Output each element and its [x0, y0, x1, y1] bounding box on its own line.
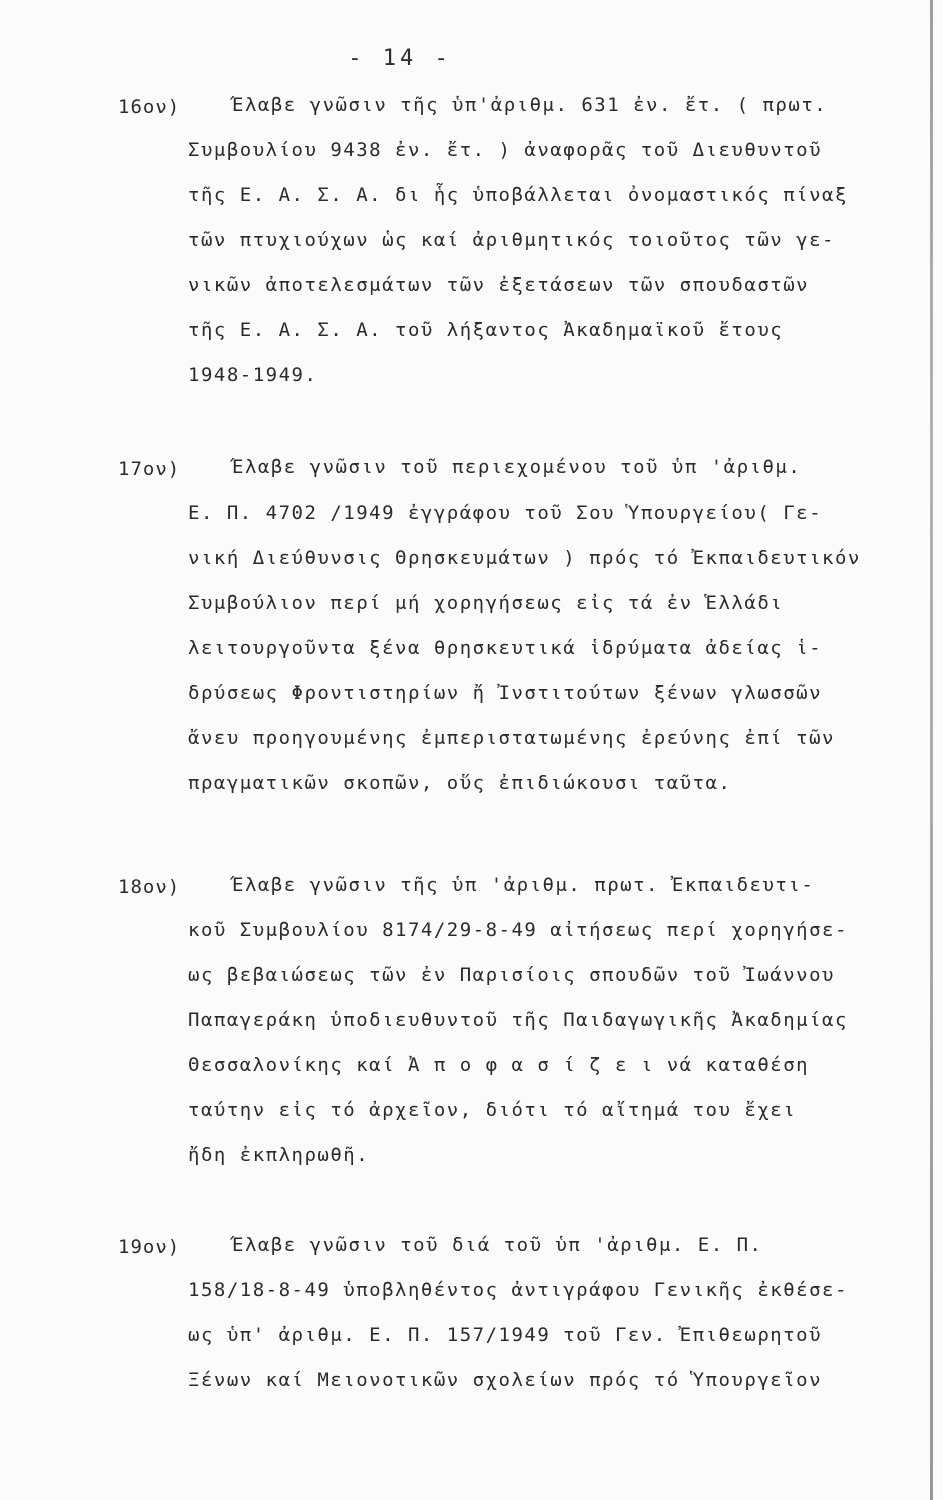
entry-line: λειτουργοῦντα ξένα θρησκευτικά ἱδρύματα ἀδείας ἱ- — [188, 637, 823, 659]
entry-line: πραγματικῶν σκοπῶν, οὕς ἐπιδιώκουσι ταῦτα. — [188, 772, 732, 794]
entry-line: Έλαβε γνῶσιν τοῦ περιεχομένου τοῦ ὑπ 'ἀριθμ. — [232, 456, 802, 478]
entry-number: 16ον) — [118, 96, 181, 118]
entry-line: Ε. Π. 4702 /1949 ἐγγράφου τοῦ Σου Ὑπουργείου( Γε- — [188, 502, 823, 524]
entry-line: 158/18-8-49 ὑποβληθέντος ἀντιγράφου Γενικῆς ἐκθέσε- — [188, 1279, 848, 1301]
page-number: - 14 - — [348, 46, 452, 71]
entry-line: Συμβουλίου 9438 ἐν. ἔτ. ) ἀναφορᾶς τοῦ Διευθυντοῦ — [188, 139, 823, 161]
entry-number: 17ον) — [118, 458, 181, 480]
entry-line: ἄνευ προηγουμένης ἐμπεριστατωμένης ἐρεύνης ἐπί τῶν — [188, 727, 835, 749]
entry-line: ἤδη ἐκπληρωθῆ. — [188, 1144, 370, 1166]
entry-line: νική Διεύθυνσις Θρησκευμάτων ) πρός τό Ἐκπαιδευτικόν — [188, 547, 861, 569]
entry-line: ταύτην εἰς τό ἀρχεῖον, διότι τό αἴτημά του ἔχει — [188, 1099, 797, 1121]
entry-line: δρύσεως Φροντιστηρίων ἤ Ἰνστιτούτων ξένων γλωσσῶν — [188, 682, 823, 704]
entry-line: κοῦ Συμβουλίου 8174/29-8-49 αἰτήσεως περί χορηγήσε- — [188, 919, 848, 941]
entry-line: ως ὑπ' ἀριθμ. Ε. Π. 157/1949 τοῦ Γεν. Ἐπιθεωρητοῦ — [188, 1324, 823, 1346]
entry-line: 1948-1949. — [188, 364, 318, 386]
entry-line: τῆς Ε. Α. Σ. Α. δι ἧς ὑποβάλλεται ὀνομαστικός πίναξ — [188, 184, 848, 206]
entry-line: τῆς Ε. Α. Σ. Α. τοῦ λήξαντος Ἀκαδημαϊκοῦ ἔτους — [188, 319, 784, 341]
entry-line: Συμβούλιον περί μή χορηγήσεως εἰς τά ἐν Ἑλλάδι — [188, 592, 784, 614]
entry-line: νικῶν ἀποτελεσμάτων τῶν ἐξετάσεων τῶν σπουδαστῶν — [188, 274, 810, 296]
scan-edge-line — [930, 0, 933, 1500]
entry-line: Θεσσαλονίκης καί Ἀ π ο φ α σ ί ζ ε ι νά καταθέση — [188, 1054, 810, 1076]
entry-line: ως βεβαιώσεως τῶν ἐν Παρισίοις σπουδῶν τοῦ Ἰωάννου — [188, 964, 835, 986]
entry-line: Παπαγεράκη ὑποδιευθυντοῦ τῆς Παιδαγωγικῆς Ἀκαδημίας — [188, 1009, 848, 1031]
entry-number: 19ον) — [118, 1236, 181, 1258]
entry-line: τῶν πτυχιούχων ὡς καί ἀριθμητικός τοιοῦτος τῶν γε- — [188, 229, 835, 251]
entry-line: Έλαβε γνῶσιν τῆς ὑπ 'ἀριθμ. πρωτ. Ἐκπαιδευτι- — [232, 874, 815, 896]
entry-number: 18ον) — [118, 876, 181, 898]
entry-line: Έλαβε γνῶσιν τοῦ διά τοῦ ὑπ 'ἀριθμ. Ε. Π. — [232, 1234, 763, 1256]
entry-line: Ξένων καί Μειονοτικῶν σχολείων πρός τό Ὑπουργεῖον — [188, 1369, 823, 1391]
entry-line: Έλαβε γνῶσιν τῆς ὑπ'ἀριθμ. 631 ἐν. ἔτ. ( πρωτ. — [232, 94, 828, 116]
